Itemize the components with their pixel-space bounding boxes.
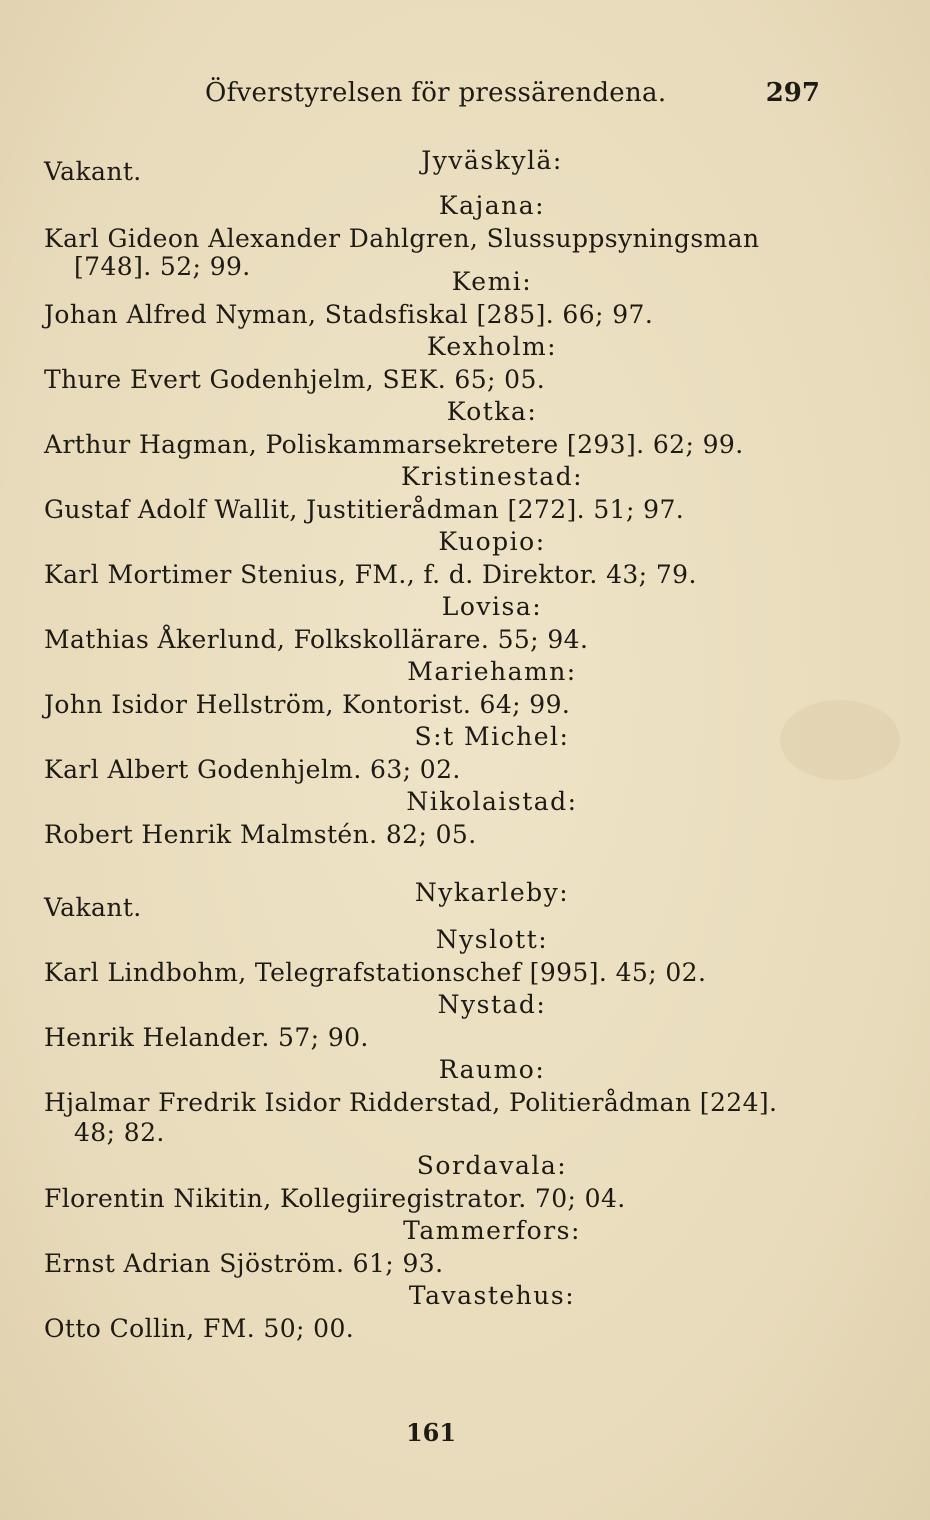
place-heading: Kotka: — [446, 397, 538, 426]
entry-text: Henrik Helander. 57; 90. — [44, 1023, 369, 1052]
place-heading: Kuopio: — [438, 527, 546, 556]
entry-text: Vakant. — [44, 893, 142, 922]
page-header — [205, 78, 820, 114]
signature-number: 161 — [405, 1418, 457, 1447]
place-heading: Sordavala: — [416, 1151, 568, 1180]
directory-list — [44, 143, 820, 1343]
place-heading: Nikolaistad: — [406, 787, 578, 816]
entry-text: Otto Collin, FM. 50; 00. — [44, 1314, 355, 1343]
place-heading: Kemi: — [451, 267, 533, 296]
place-heading: Tavastehus: — [408, 1281, 576, 1310]
spacer — [44, 849, 820, 875]
entry-text: Florentin Nikitin, Kollegiiregistrator. 70; 04. — [44, 1184, 626, 1213]
place-heading: Nyslott: — [435, 925, 549, 954]
entry-text: Karl Albert Godenhjelm. 63; 02. — [44, 755, 461, 784]
entry-text: John Isidor Hellström, Kontorist. 64; 99. — [44, 690, 571, 719]
page-number: 297 — [765, 78, 820, 108]
entry-text: Arthur Hagman, Poliskammarsekretere [293]. 62; 99. — [44, 430, 744, 459]
place-heading: Nykarleby: — [414, 878, 570, 907]
place-heading: Jyväskylä: — [421, 146, 563, 175]
entry-text: Gustaf Adolf Wallit, Justitierådman [272]. 51; 97. — [44, 495, 685, 524]
running-title: Öfverstyrelsen för pressärendena. — [205, 78, 667, 108]
entry-text: Thure Evert Godenhjelm, SEK. 65; 05. — [44, 365, 546, 394]
entry-text: Robert Henrik Malmstén. 82; 05. — [44, 820, 477, 849]
entry-text: Hjalmar Fredrik Isidor Ridderstad, Politierådman [224]. — [44, 1088, 778, 1117]
entry-text: Johan Alfred Nyman, Stadsfiskal [285]. 66; 97. — [44, 300, 654, 329]
entry-text-continued: 48; 82. — [74, 1118, 165, 1147]
place-heading: Raumo: — [438, 1055, 546, 1084]
place-heading: Lovisa: — [441, 592, 543, 621]
place-heading: Mariehamn: — [407, 657, 577, 686]
place-heading: Kristinestad: — [400, 462, 584, 491]
place-heading: Kexholm: — [426, 332, 558, 361]
entry-text: Ernst Adrian Sjöström. 61; 93. — [44, 1249, 444, 1278]
entry-text-continued: [748]. 52; 99. — [74, 252, 251, 281]
entry-text: Karl Gideon Alexander Dahlgren, Slussuppsyningsman — [44, 224, 760, 253]
place-heading: Tammerfors: — [403, 1216, 581, 1245]
entry-text: Karl Mortimer Stenius, FM., f. d. Direktor. 43; 79. — [44, 560, 697, 589]
entry-text: Karl Lindbohm, Telegrafstationschef [995]. 45; 02. — [44, 958, 707, 987]
place-heading: S:t Michel: — [414, 722, 570, 751]
place-heading: Kajana: — [438, 191, 546, 220]
place-heading: Nystad: — [437, 990, 547, 1019]
entry-text: Vakant. — [44, 157, 142, 186]
entry-text: Mathias Åkerlund, Folkskollärare. 55; 94. — [44, 625, 589, 654]
